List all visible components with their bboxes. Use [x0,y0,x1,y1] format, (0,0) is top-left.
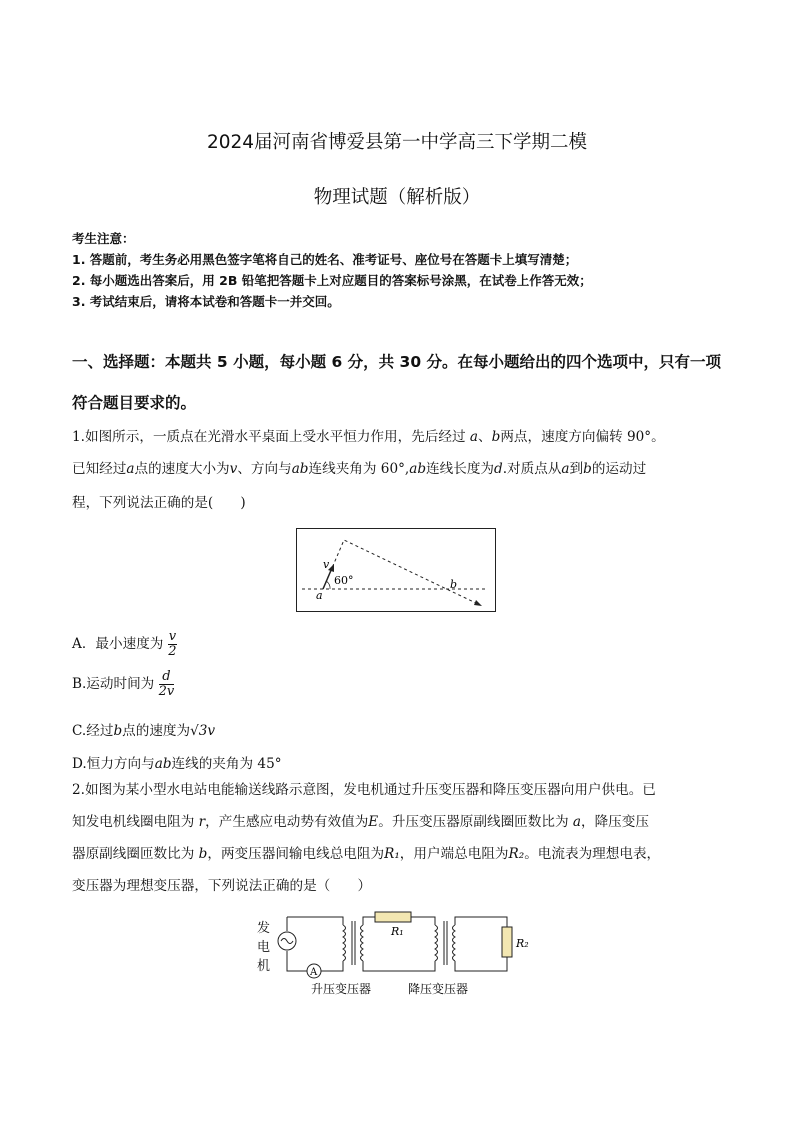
stepup-secondary-coil [361,925,364,961]
q1-text: 、 [478,429,492,445]
user-loop [455,917,507,971]
exam-subtitle: 物理试题（解析版） [313,187,481,208]
r1-label: R₁ [391,925,404,938]
q2-text: ，产生感应电动势有效值为 [205,814,369,830]
q2-line1: 2.如图为某小型水电站电能输送线路示意图，发电机通过升压变压器和降压变压器向用户供电。已 [72,782,656,798]
option-b-label: B.运动时间为 [72,676,155,692]
q2-symbol-r: r [198,814,206,830]
q1-symbol-v: v [229,461,238,477]
fraction-numerator: d [159,670,175,685]
q2-text: ，降压变压 [580,814,649,830]
notice-item-2: 2. 每小题选出答案后，用 2B 铅笔把答题卡上对应题目的答案标号涂黑，在试卷上作答无效； [72,273,592,288]
q1-text: 连线夹角为 60°, [308,461,410,477]
section-heading-line2: 符合题目要求的。 [72,394,197,412]
option-c-label: C.经过 [72,723,114,739]
q1-symbol-a: a [469,429,479,445]
notice-heading: 考生注意： [72,231,135,246]
q2-symbol-b: b [198,846,208,862]
q1-text: 到 [569,461,584,477]
q1-symbol-b: b [491,429,501,445]
fig-label-angle: 60° [334,574,354,587]
option-a[interactable] [72,630,177,659]
q1-text-line3: 程，下列说法正确的是( ) [72,495,246,511]
q1-symbol-b: b [113,723,123,739]
ammeter-label: A [310,967,318,978]
q1-text: 点的速度大小为 [134,461,230,477]
q1-text: 、方向与 [237,461,292,477]
section-heading-line1: 一、选择题：本题共 5 小题，每小题 6 分，共 30 分。在每小题给出的四个选项中，只有一项 [72,353,722,371]
option-d[interactable] [72,752,282,772]
option-b-fraction [159,670,175,699]
q1-symbol-a: a [126,461,135,477]
q1-symbol-ab: ab [291,461,309,477]
q2-text: ，两变压器间输电线总电阻为 [207,846,385,862]
generator-label-2: 电 [257,940,271,955]
exam-title: 2024届河南省博爱县第一中学高三下学期二模 [206,132,588,153]
option-a-label: A．最小速度为 [72,636,164,652]
q1-text: .对质点从 [502,461,562,477]
question-2-stem [72,774,727,902]
q1-text: 1.如图所示，一质点在光滑水平桌面上受水平恒力作用，先后经过 [72,429,466,445]
fraction-denominator: 2v [158,684,175,699]
resistor-r1 [375,912,411,922]
q1-text: 连线长度为 [426,461,495,477]
fig-label-v: v [323,558,330,571]
stepup-primary-coil [343,925,346,961]
question-1-stem [72,422,727,518]
q1-symbol-a: a [561,461,570,477]
notice-item-1: 1. 答题前，考生务必用黑色签字笔将自己的姓名、准考证号、座位号在答题卡上填写清楚； [72,252,578,267]
q2-text: 。升压变压器原副线圈匝数比为 [378,814,569,830]
generator-label-3: 机 [257,959,271,974]
q1-text: 的运动过 [591,461,647,477]
option-d-text: 连线的夹角为 45° [171,756,282,772]
q1-symbol-ab: ab [409,461,427,477]
notice-item-3: 3. 考试结束后，请将本试卷和答题卡一并交回。 [72,294,340,309]
resistor-r2 [502,927,512,957]
q2-text: 。电流表为理想电表， [524,846,661,862]
fig-label-b: b [450,578,458,591]
option-c-value: √3v [190,723,216,739]
stepdown-secondary-coil [453,925,456,961]
q2-symbol-R1: R₁ [384,846,400,862]
option-d-label: D.恒力方向与 [72,756,155,772]
q2-symbol-a: a [572,814,581,830]
q1-text: 两点，速度方向偏转 90°。 [500,429,665,445]
q2-text: 知发电机线圈电阻为 [72,814,195,830]
generator-label-1: 发 [257,921,271,936]
q2-symbol-R2: R₂ [508,846,525,862]
q1-symbol-b: b [583,461,592,477]
stepdown-primary-coil [435,925,438,961]
fig-label-a: a [316,589,323,602]
stepdown-label: 降压变压器 [408,982,469,996]
r2-label: R₂ [516,937,529,950]
q1-symbol-d: d [494,461,503,477]
q1-symbol-ab: ab [154,756,172,772]
q1-trajectory-figure [296,528,496,612]
q2-line4: 变压器为理想变压器，下列说法正确的是（ ） [72,878,372,894]
q2-symbol-E: E [368,814,379,830]
option-a-fraction [168,630,177,659]
fraction-numerator: v [168,629,177,644]
q2-text: ，用户端总电阻为 [399,846,509,862]
q2-text: 器原副线圈匝数比为 [72,846,195,862]
option-b[interactable] [72,670,174,699]
option-c-text: 点的速度为 [122,723,191,739]
stepup-label: 升压变压器 [311,982,372,996]
q2-circuit-figure [255,905,535,1003]
notice-block [72,228,592,312]
fraction-denominator: 2 [168,644,177,659]
q1-text: 已知经过 [72,461,127,477]
option-c[interactable] [72,719,215,739]
